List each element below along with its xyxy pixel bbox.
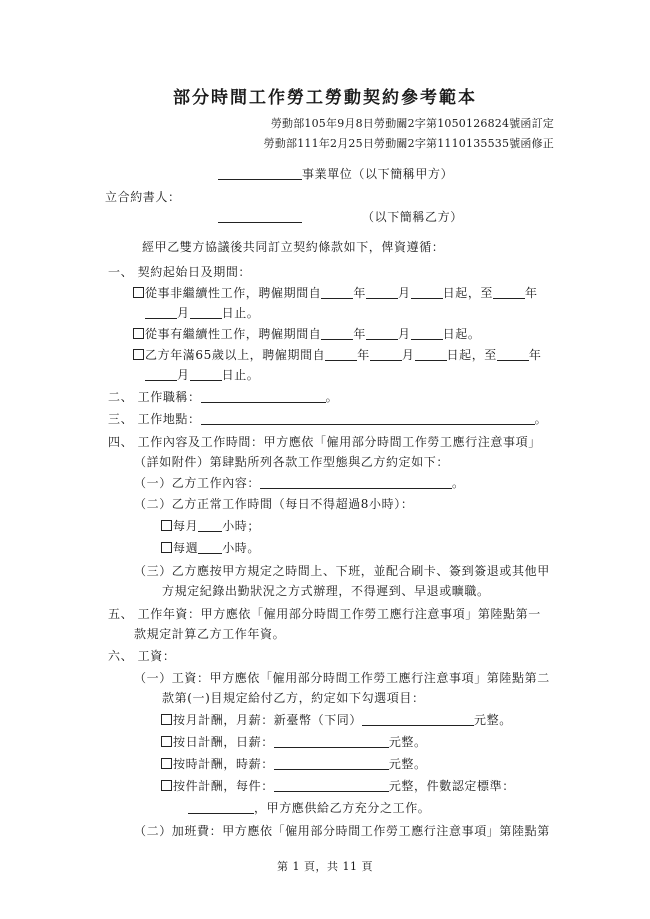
employee-line (218, 208, 463, 225)
page-title: 部分時間工作勞工勞動契約參考範本 (173, 88, 477, 108)
monthly-pay-blank[interactable] (362, 714, 474, 726)
option-non-continuous: 從事非繼續性工作，聘僱期間自 年 月 日起，至 年 (133, 284, 538, 301)
piece-pay-line-2: ，甲方應供給乙方充分之工作。 (188, 799, 430, 816)
checkbox-daily-pay[interactable] (161, 736, 172, 747)
option-over-65: 乙方年滿65歲以上，聘僱期間自 年 月 日起，至 年 (133, 346, 542, 363)
checkbox-monthly-pay[interactable] (161, 714, 172, 725)
section-5-line-2: 款規定計算乙方工作年資。 (134, 627, 286, 641)
option-monthly-pay: 按月計酬，月薪：新臺幣（下同） 元整。 (161, 711, 512, 728)
checkbox-monthly-hours[interactable] (161, 520, 172, 531)
option-monthly-hours: 每月 小時； (161, 517, 260, 534)
option-daily-pay: 按日計酬，日薪： 元整。 (161, 733, 427, 750)
checkbox-piece-pay[interactable] (161, 780, 172, 791)
piece-standard-blank[interactable] (188, 802, 254, 814)
work-content-blank[interactable] (260, 477, 452, 489)
option-hourly-pay: 按時計酬，時薪： 元整。 (161, 755, 427, 772)
preamble: 經甲乙雙方協議後共同訂立契約條款如下，俾資遵循： (142, 240, 445, 254)
option-over-65-end: 月 日止。 (145, 366, 259, 383)
hourly-pay-blank[interactable] (274, 758, 389, 770)
work-location-blank[interactable] (201, 413, 535, 425)
page-footer: 第 1 頁，共 11 頁 (277, 860, 373, 873)
reference-line-2: 勞動部111年2月25日勞動關2字第1110135535號函修正 (263, 137, 554, 150)
checkbox-non-continuous[interactable] (133, 287, 144, 298)
section-5-line-1: 五、 工作年資：甲方應依「僱用部分時間工作勞工應行注意事項」第陸點第一 (108, 607, 541, 621)
piece-pay-blank[interactable] (274, 780, 389, 792)
section-4-line-2: （詳如附件）第肆點所列各款工作型態與乙方約定如下： (134, 455, 450, 469)
option-continuous: 從事有繼續性工作，聘僱期間自 年 月 日起。 (133, 325, 480, 342)
attendance-line-1: （三）乙方應按甲方規定之時間上、下班，並配合刷卡、簽到簽退或其他甲 (134, 564, 550, 578)
daily-pay-blank[interactable] (274, 736, 389, 748)
option-non-continuous-end: 月 日止。 (145, 304, 259, 321)
job-title-blank[interactable] (201, 391, 326, 403)
checkbox-hourly-pay[interactable] (161, 758, 172, 769)
option-weekly-hours: 每週 小時。 (161, 539, 260, 556)
section-3-work-location: 三、 工作地點： 。 (108, 412, 548, 426)
employer-name-blank[interactable] (218, 168, 302, 180)
employer-label: 事業單位（以下簡稱甲方） (302, 167, 454, 181)
reference-line-1: 勞動部105年9月8日勞動關2字第1050126824號函訂定 (270, 117, 554, 130)
section-2-job-title: 二、 工作職稱： 。 (108, 390, 339, 404)
section-1-heading: 一、 契約起始日及期間： (108, 265, 252, 279)
wage-line-2: 款第(一)目規定給付乙方，約定如下勾選項目： (162, 691, 425, 705)
normal-hours-line: （二）乙方正常工作時間（每日不得超過8小時）： (134, 497, 414, 511)
signers-label: 立合約書人： (105, 190, 181, 204)
checkbox-over-65[interactable] (133, 349, 144, 360)
work-content-line: （一）乙方工作內容： 。 (134, 476, 465, 490)
section-4-line-1: 四、 工作內容及工作時間：甲方應依「僱用部分時間工作勞工應行注意事項」 (108, 435, 541, 449)
employee-name-blank[interactable] (218, 211, 302, 223)
option-piece-pay: 按件計酬，每件： 元整，件數認定標準： (161, 777, 515, 794)
wage-line-1: （一）工資：甲方應依「僱用部分時間工作勞工應行注意事項」第陸點第二 (134, 671, 550, 685)
employer-line (218, 165, 453, 182)
section-6-heading: 六、 工資： (108, 649, 176, 663)
employee-label: （以下簡稱乙方） (362, 210, 463, 224)
overtime-line: （二）加班費：甲方應依「僱用部分時間工作勞工應行注意事項」第陸點第 (134, 824, 550, 838)
checkbox-weekly-hours[interactable] (161, 542, 172, 553)
attendance-line-2: 方規定紀錄出勤狀況之方式辦理，不得遲到、早退或曠職。 (162, 584, 490, 598)
checkbox-continuous[interactable] (133, 328, 144, 339)
